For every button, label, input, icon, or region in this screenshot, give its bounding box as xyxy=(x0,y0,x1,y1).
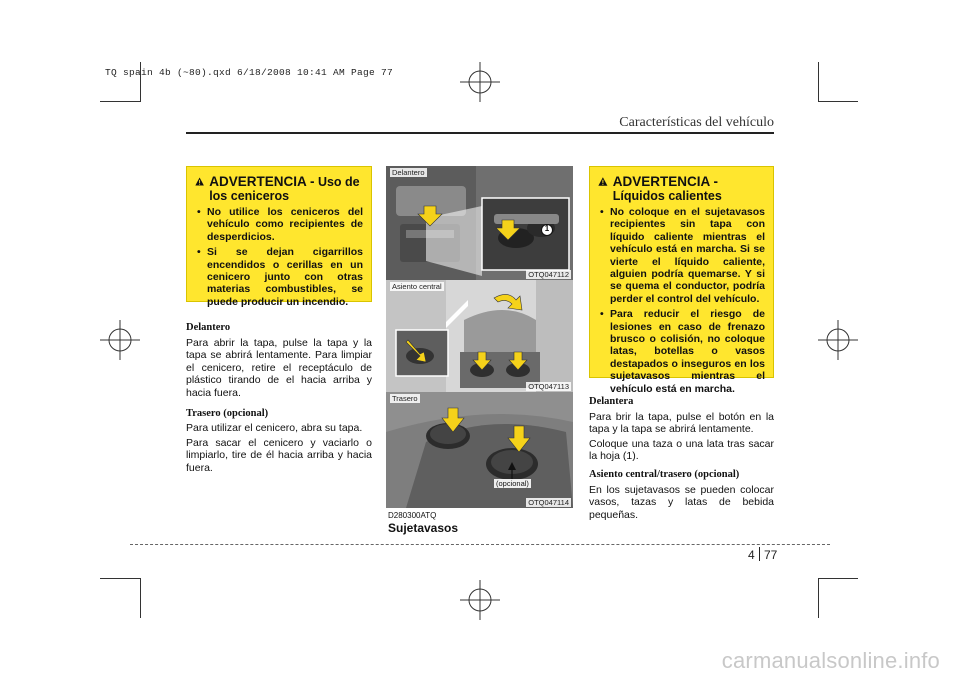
crop-mark xyxy=(818,62,819,102)
watermark: carmanualsonline.info xyxy=(721,648,940,673)
front-cupholder-text-2: Coloque una taza o una lata tras sacar la hoja (1). xyxy=(589,437,774,463)
registration-mark-icon xyxy=(460,62,500,102)
registration-mark-icon xyxy=(460,580,500,620)
registration-mark-icon xyxy=(100,320,140,360)
photo-label: Asiento central xyxy=(392,282,442,291)
crop-mark xyxy=(818,101,858,102)
warning-item: • No coloque en el sujetavasos recipientes sin tapa con líquido caliente mientras el vehículo está en marcha. Si se vierte el líquido caliente, alguien podría quemarse. Y si se quema el conductor, podría perder el control del vehículo. xyxy=(598,206,765,305)
crop-mark xyxy=(100,101,140,102)
warning-item: • No utilice los ceniceros del vehículo como recipientes de desperdicios. xyxy=(195,206,363,243)
registration-mark-icon xyxy=(818,320,858,360)
warning-title-rest: Uso de los ceniceros xyxy=(209,175,360,203)
heading-rear-ashtray: Trasero (opcional) xyxy=(186,407,269,419)
photo-central-cupholder xyxy=(386,280,573,392)
crop-mark xyxy=(100,578,140,579)
warning-box-ashtray xyxy=(186,166,372,308)
right-column-text xyxy=(589,392,774,523)
caption-title: Sujetavasos xyxy=(388,521,459,535)
photo-code: OTQ047112 xyxy=(528,270,569,279)
callout-number: 1 xyxy=(544,224,550,233)
heading-front-ashtray: Delantero xyxy=(186,322,231,333)
optional-callout: (opcional) xyxy=(496,479,529,488)
rear-ashtray-text-1: Para utilizar el cenicero, abra su tapa. xyxy=(186,422,363,435)
warning-title-main: ADVERTENCIA - xyxy=(209,174,315,189)
page-number: 77 xyxy=(764,548,778,562)
warning-triangle-icon xyxy=(195,175,204,188)
photo-front-cupholder xyxy=(386,166,573,280)
rear-cupholder-text: En los sujetavasos se pueden colocar vasos, tazas y latas de bebida pequeñas. xyxy=(589,483,774,521)
photo-central-drawing xyxy=(386,280,573,392)
photo-rear-cupholder xyxy=(386,392,573,508)
warning-header xyxy=(195,175,363,203)
title-rule xyxy=(186,132,774,134)
photo-code: OTQ047114 xyxy=(528,498,569,507)
warning-item: • Si se dejan cigarrillos encendidos o cerillas en un cenicero junto con otras materias combustibles, se puede producir un incendio. xyxy=(195,246,363,308)
heading-front-cupholder: Delantera xyxy=(589,396,634,407)
warning-list xyxy=(195,206,363,308)
heading-rear-cupholder: Asiento central/trasero (opcional) xyxy=(589,468,740,480)
warning-triangle-icon xyxy=(598,175,608,188)
left-column-text xyxy=(186,318,372,477)
warning-title-rest: Líquidos calientes xyxy=(612,189,722,203)
footer-rule xyxy=(130,544,830,545)
rear-ashtray-text-2: Para sacar el cenicero y vaciarlo o limpiarlo, tire de él hacia arriba y hacia fuera. xyxy=(186,436,372,474)
warning-list xyxy=(598,206,765,395)
warning-title xyxy=(209,175,363,203)
crop-mark xyxy=(818,578,858,579)
chapter-number: 4 xyxy=(748,548,755,562)
photo-label: Delantero xyxy=(392,168,425,177)
section-title: Características del vehículo xyxy=(619,115,774,130)
warning-item: • Para reducir el riesgo de lesiones en caso de frenazo brusco o colisión, no coloque latas, botellas o vasos destapados o inseguros en los sujetavasos mientras el vehículo está en marcha. xyxy=(598,308,765,395)
photo-label: Trasero xyxy=(392,394,418,403)
front-cupholder-text-1: Para brir la tapa, pulse el botón en la tapa y la tapa se abrirá lentamente. xyxy=(589,410,774,436)
front-ashtray-text: Para abrir la tapa, pulse la tapa y la tapa se abrirá lentamente. Para limpiar el cenicero, retire el receptáculo de plástico tirando de el hacia arriba y hacia fuera. xyxy=(186,336,372,399)
photo-code: OTQ047113 xyxy=(528,382,569,391)
crop-mark xyxy=(818,578,819,618)
crop-mark xyxy=(140,578,141,618)
warning-box-hot-liquids xyxy=(589,166,774,395)
caption-code: D280300ATQ xyxy=(388,511,437,520)
photo-rear-drawing xyxy=(386,392,573,508)
warning-header xyxy=(598,175,765,203)
warning-title-main: ADVERTENCIA - xyxy=(612,174,719,189)
warning-title xyxy=(613,175,765,203)
page-number-divider xyxy=(759,547,760,561)
print-file-line: TQ spain 4b (~80).qxd 6/18/2008 10:41 AM Page 77 xyxy=(105,67,394,78)
photo-front-drawing xyxy=(386,166,573,280)
